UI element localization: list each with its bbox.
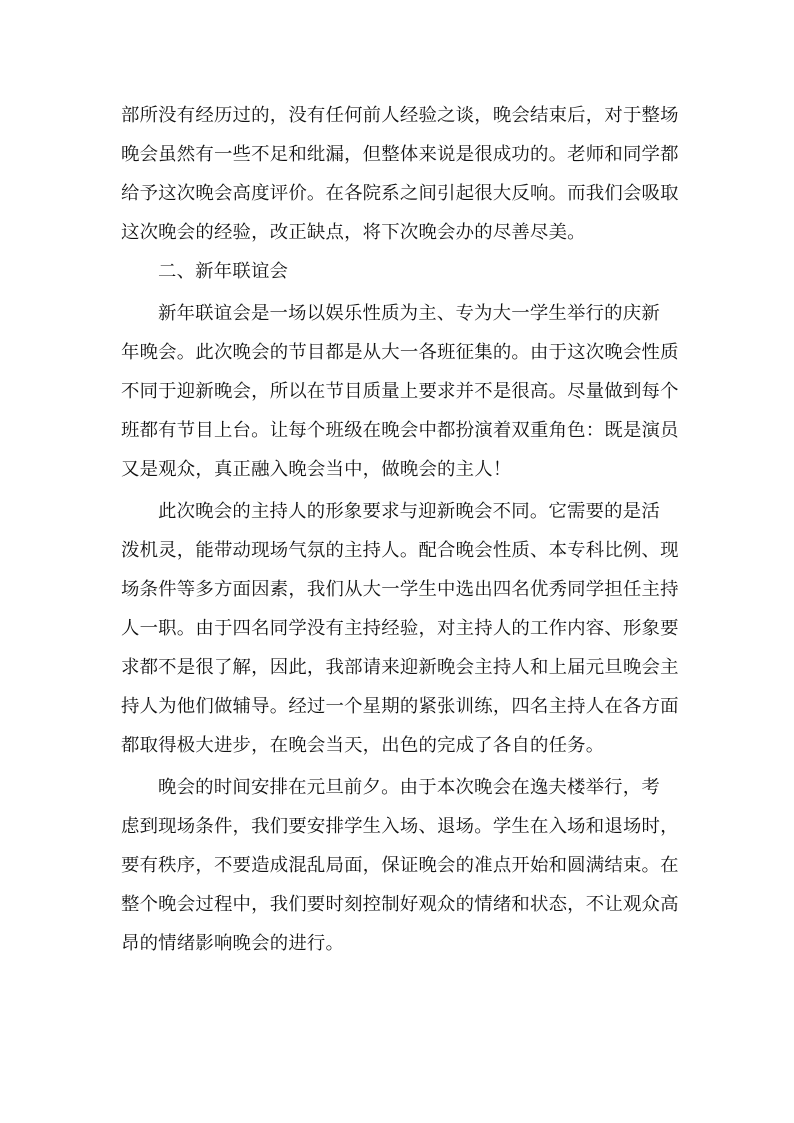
text-line: 给予这次晚会高度评价。在各院系之间引起很大反响。而我们会吸取 <box>121 183 679 204</box>
text-line: 晚会虽然有一些不足和纰漏，但整体来说是很成功的。老师和同学都 <box>121 144 679 165</box>
document-body <box>121 96 679 963</box>
text-line: 要有秩序，不要造成混乱局面，保证晚会的准点开始和圆满结束。在 <box>121 855 679 876</box>
text-line: 班都有节目上台。让每个班级在晚会中都扮演着双重角色：既是演员 <box>121 420 679 441</box>
text-line: 人一职。由于四名同学没有主持经验，对主持人的工作内容、形象要 <box>121 618 679 639</box>
text-line: 此次晚会的主持人的形象要求与迎新晚会不同。它需要的是活 <box>158 501 660 522</box>
text-line: 新年联谊会是一场以娱乐性质为主、专为大一学生举行的庆新 <box>158 303 660 324</box>
text-line: 晚会的时间安排在元旦前夕。由于本次晚会在逸夫楼举行，考 <box>158 777 660 798</box>
section-heading <box>121 252 676 291</box>
text-line: 部所没有经历过的，没有任何前人经验之谈，晚会结束后，对于整场 <box>121 105 679 126</box>
text-line: 又是观众，真正融入晚会当中，做晚会的主人！ <box>121 459 512 480</box>
text-line: 泼机灵，能带动现场气氛的主持人。配合晚会性质、本专科比例、现 <box>121 540 679 561</box>
text-line: 昂的情绪影响晚会的进行。 <box>121 933 345 954</box>
text-line: 虑到现场条件，我们要安排学生入场、退场。学生在入场和退场时， <box>121 816 679 837</box>
paragraph <box>121 492 679 765</box>
text-line: 持人为他们做辅导。经过一个星期的紧张训练，四名主持人在各方面 <box>121 696 679 717</box>
text-line: 求都不是很了解，因此，我部请来迎新晚会主持人和上届元旦晚会主 <box>121 657 679 678</box>
heading-text: 二、新年联谊会 <box>158 261 289 282</box>
text-line: 都取得极大进步，在晚会当天，出色的完成了各自的任务。 <box>121 735 605 756</box>
text-line: 场条件等多方面因素，我们从大一学生中选出四名优秀同学担任主持 <box>121 579 679 600</box>
paragraph-continuation <box>121 96 679 252</box>
text-line: 整个晚会过程中，我们要时刻控制好观众的情绪和状态，不让观众高 <box>121 894 679 915</box>
paragraph <box>121 294 679 489</box>
text-line: 这次晚会的经验，改正缺点，将下次晚会办的尽善尽美。 <box>121 222 586 243</box>
paragraph <box>121 768 679 963</box>
text-line: 不同于迎新晚会，所以在节目质量上要求并不是很高。尽量做到每个 <box>121 381 679 402</box>
text-line: 年晚会。此次晚会的节目都是从大一各班征集的。由于这次晚会性质 <box>121 342 679 363</box>
